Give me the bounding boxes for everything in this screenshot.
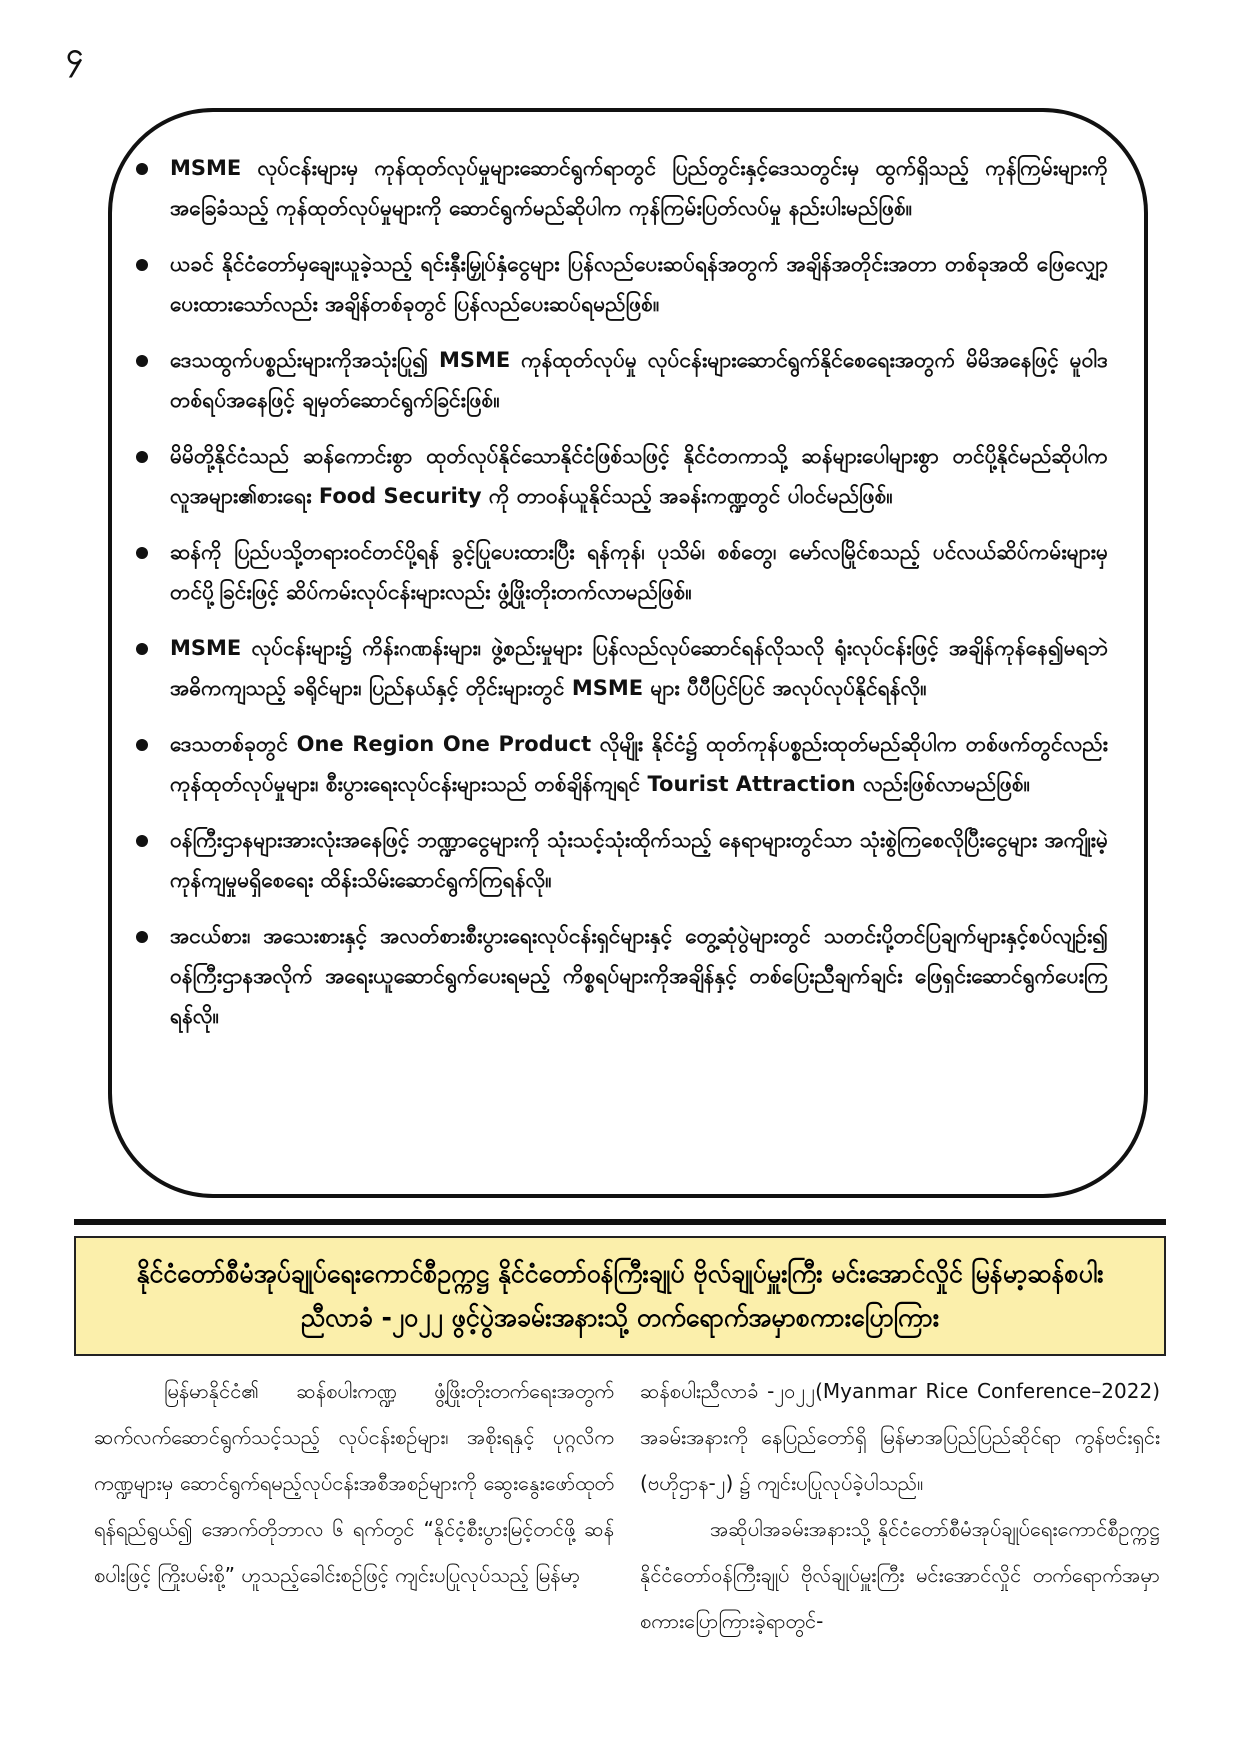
bullet-icon xyxy=(136,643,148,655)
bullet-item xyxy=(128,244,1108,324)
bullet-item xyxy=(128,340,1108,420)
bullet-item xyxy=(128,532,1108,612)
bullet-item xyxy=(128,916,1108,1036)
bullet-icon xyxy=(136,259,148,271)
article-column-right xyxy=(640,1368,1160,1644)
article-column-left xyxy=(94,1368,614,1598)
bullet-text: ဒေသထွက်ပစ္စည်းများကိုအသုံးပြု၍ MSME ကုန်ထုတ်လုပ်မှု လုပ်ငန်းများဆောင်ရွက်နိုင်စေရေးအတွက် မိမိအနေဖြင့် မူဝါဒတစ်ရပ်အနေဖြင့် ချမှတ်ဆောင်ရွက်ခြင်းဖြစ်။ xyxy=(170,348,1108,412)
section-divider xyxy=(74,1219,1166,1225)
bullet-text: MSME လုပ်ငန်းများ၌ ကိန်းဂဏန်းများ၊ ဖွဲ့စည်းမှုများ ပြန်လည်လုပ်ဆောင်ရန်လိုသလို ရုံးလုပ်ငန်းဖြင့် အချိန်ကုန်နေ၍မရဘဲ အဓိကကျသည့် ခရိုင်များ၊ ပြည်နယ်နှင့် တိုင်းများတွင် MSME များ ပီပီပြင်ပြင် အလုပ်လုပ်နိုင်ရန်လို။ xyxy=(170,636,1108,700)
bullet-item xyxy=(128,724,1108,804)
page-number: ၄ xyxy=(66,37,83,72)
headline-box xyxy=(74,1236,1166,1356)
bullet-text: MSME လုပ်ငန်းများမှ ကုန်ထုတ်လုပ်မှုများဆောင်ရွက်ရာတွင် ပြည်တွင်းနှင့်ဒေသတွင်းမှ ထွက်ရှိသည့် ကုန်ကြမ်းများကို အခြေခံသည့် ကုန်ထုတ်လုပ်မှုများကို ဆောင်ရွက်မည်ဆိုပါက ကုန်ကြမ်းပြတ်လပ်မှု နည်းပါးမည်ဖြစ်။ xyxy=(170,156,1108,220)
bullet-item xyxy=(128,628,1108,708)
bullet-icon xyxy=(136,451,148,463)
bullet-text: ဆန်ကို ပြည်ပသို့တရားဝင်တင်ပို့ရန် ခွင့်ပြုပေးထားပြီး ရန်ကုန်၊ ပုသိမ်၊ စစ်တွေ၊ မော်လမြိုင်စသည့် ပင်လယ်ဆိပ်ကမ်းများမှ တင်ပို့ခြင်းဖြင့် ဆိပ်ကမ်းလုပ်ငန်းများလည်း ဖွံ့ဖြိုးတိုးတက်လာမည်ဖြစ်။ xyxy=(170,540,1108,604)
bullet-item xyxy=(128,148,1108,228)
bullet-list xyxy=(128,148,1108,1052)
article-headline: နိုင်ငံတော်စီမံအုပ်ချုပ်ရေးကောင်စီဥက္ကဋ္ဌ နိုင်ငံတော်ဝန်ကြီးချုပ် ဗိုလ်ချုပ်မှူးကြီး မင်းအောင်လှိုင် မြန်မာ့ဆန်စပါးညီလာခံ -၂၀၂၂ ဖွင့်ပွဲအခမ်းအနားသို့ တက်ရောက်အမှာစကားပြောကြား xyxy=(136,1259,1104,1332)
bullet-text: အငယ်စား၊ အသေးစားနှင့် အလတ်စားစီးပွားရေးလုပ်ငန်းရှင်များနှင့် တွေ့ဆုံပွဲများတွင် သတင်းပို့တင်ပြချက်များနှင့်စပ်လျဉ်း၍ ဝန်ကြီးဌာနအလိုက် အရေးယူဆောင်ရွက်ပေးရမည့် ကိစ္စရပ်များကိုအချိန်နှင့် တစ်ပြေးညီချက်ချင်း ဖြေရှင်းဆောင်ရွက်ပေးကြရန်လို။ xyxy=(170,924,1108,1028)
bullet-text: ဒေသတစ်ခုတွင် One Region One Product လိုမျိုး နိုင်ငံ၌ ထုတ်ကုန်ပစ္စည်းထုတ်မည်ဆိုပါက တစ်ဖက်တွင်လည်း ကုန်ထုတ်လုပ်မှုများ၊ စီးပွားရေးလုပ်ငန်းများသည် တစ်ချိန်ကျရင် Tourist Attraction လည်းဖြစ်လာမည်ဖြစ်။ xyxy=(170,732,1108,796)
bullet-text: ယခင် နိုင်ငံတော်မှချေးယူခဲ့သည့် ရင်းနှီးမြှုပ်နှံငွေများ ပြန်လည်ပေးဆပ်ရန်အတွက် အချိန်အတိုင်းအတာ တစ်ခုအထိ ဖြေလျှော့ပေးထားသော်လည်း အချိန်တစ်ခုတွင် ပြန်လည်ပေးဆပ်ရမည်ဖြစ်။ xyxy=(170,252,1108,316)
bullet-icon xyxy=(136,163,148,175)
bullet-text: ဝန်ကြီးဌာနများအားလုံးအနေဖြင့် ဘဏ္ဍာငွေများကို သုံးသင့်သုံးထိုက်သည့် နေရာများတွင်သာ သုံးစွဲကြစေလိုပြီးငွေများ အကျိုးမဲ့ကုန်ကျမှုမရှိစေရေး ထိန်းသိမ်းဆောင်ရွက်ကြရန်လို။ xyxy=(170,828,1108,892)
bullet-icon xyxy=(136,835,148,847)
article-paragraph: မြန်မာနိုင်ငံ၏ ဆန်စပါးကဏ္ဍ ဖွံ့ဖြိုးတိုးတက်ရေးအတွက် ဆက်လက်ဆောင်ရွက်သင့်သည့် လုပ်ငန်းစဉ်များ၊ အစိုးရနှင့် ပုဂ္ဂလိကကဏ္ဍများမှ ဆောင်ရွက်ရမည့်လုပ်ငန်းအစီအစဉ်များကို ဆွေးနွေးဖော်ထုတ်ရန်ရည်ရွယ်၍ အောက်တိုဘာလ ၆ ရက်တွင် “နိုင်ငံ့စီးပွားမြင့်တင်ဖို့ ဆန်စပါးဖြင့် ကြိုးပမ်းစို့” ဟူသည့်ခေါင်းစဉ်ဖြင့် ကျင်းပပြုလုပ်သည့် မြန်မာ့ xyxy=(94,1379,614,1587)
bullet-icon xyxy=(136,739,148,751)
bullet-icon xyxy=(136,355,148,367)
bullet-icon xyxy=(136,931,148,943)
article-paragraph: ဆန်စပါးညီလာခံ -၂၀၂၂(Myanmar Rice Conference–2022) အခမ်းအနားကို နေပြည်တော်ရှိ မြန်မာအပြည်ပြည်ဆိုင်ရာ ကွန်ဗင်းရှင်း (ဗဟိုဌာန-၂) ၌ ကျင်းပပြုလုပ်ခဲ့ပါသည်။ xyxy=(640,1379,1160,1495)
bullet-icon xyxy=(136,547,148,559)
article-paragraph: အဆိုပါအခမ်းအနားသို့ နိုင်ငံတော်စီမံအုပ်ချုပ်ရေးကောင်စီဥက္ကဋ္ဌ နိုင်ငံတော်ဝန်ကြီးချုပ် ဗိုလ်ချုပ်မှူးကြီး မင်းအောင်လှိုင် တက်ရောက်အမှာစကားပြောကြားခဲ့ရာတွင်- xyxy=(640,1517,1160,1633)
bullet-item xyxy=(128,436,1108,516)
bullet-item xyxy=(128,820,1108,900)
bullet-text: မိမိတို့နိုင်ငံသည် ဆန်ကောင်းစွာ ထုတ်လုပ်နိုင်သောနိုင်ငံဖြစ်သဖြင့် နိုင်ငံတကာသို့ ဆန်များပေါများစွာ တင်ပို့နိုင်မည်ဆိုပါက လူအများ၏စားရေး Food Security ကို တာဝန်ယူနိုင်သည့် အခန်းကဏ္ဍတွင် ပါဝင်မည်ဖြစ်။ xyxy=(170,444,1108,508)
